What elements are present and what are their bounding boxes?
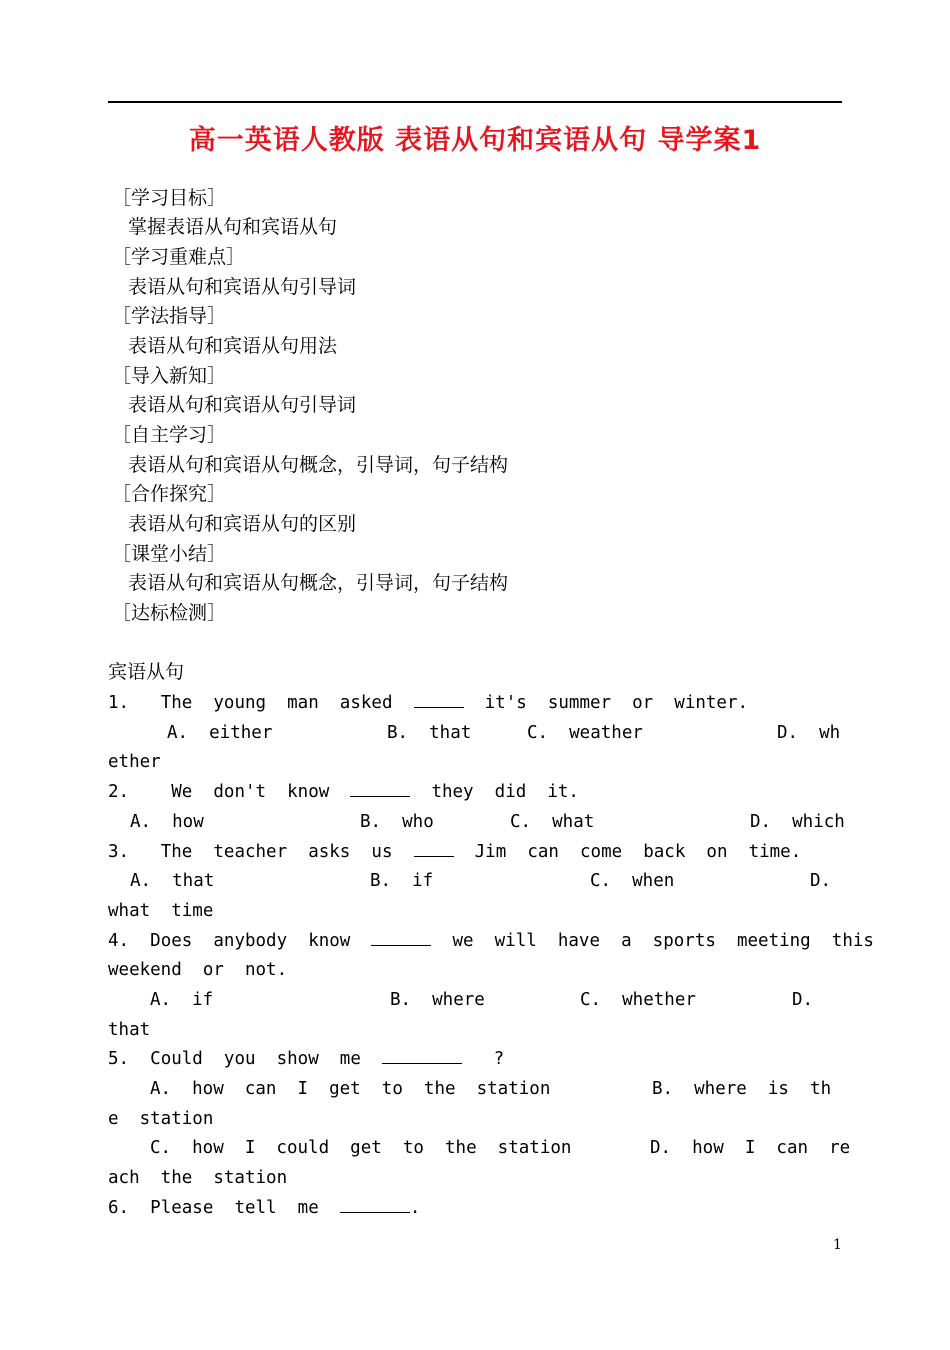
section-heading: ［自主学习］ bbox=[112, 424, 227, 446]
answer-blank[interactable] bbox=[340, 1196, 410, 1213]
option-wrap: that bbox=[108, 1020, 151, 1040]
section-heading: ［学习目标］ bbox=[112, 187, 227, 209]
answer-blank[interactable] bbox=[350, 780, 410, 797]
question-4: 4. Does anybody know we will have a sports meeting this bbox=[108, 931, 874, 951]
option: D. how I can re bbox=[650, 1138, 851, 1158]
option-wrap: what time bbox=[108, 901, 214, 921]
option: C. weather bbox=[527, 723, 643, 743]
section-heading: ［导入新知］ bbox=[112, 365, 227, 387]
option: B. that bbox=[387, 723, 472, 743]
question-5: 5. Could you show me ? bbox=[108, 1049, 505, 1069]
option: B. who bbox=[360, 812, 434, 832]
option: B. where is th bbox=[652, 1079, 832, 1099]
option: C. how I could get to the station bbox=[150, 1138, 572, 1158]
question-3: 3. The teacher asks us Jim can come back on time. bbox=[108, 842, 802, 862]
option: A. if bbox=[150, 990, 214, 1010]
option-wrap: ach the station bbox=[108, 1168, 288, 1188]
page-number: 1 bbox=[833, 1237, 842, 1253]
section-body: 表语从句和宾语从句引导词 bbox=[128, 276, 357, 298]
answer-blank[interactable] bbox=[414, 691, 464, 708]
option: D. bbox=[792, 990, 814, 1010]
header-rule bbox=[108, 101, 842, 103]
section-heading: ［达标检测］ bbox=[112, 602, 227, 624]
option: C. what bbox=[510, 812, 595, 832]
question-1: 1. The young man asked it's summer or winter. bbox=[108, 693, 749, 713]
option: B. where bbox=[390, 990, 485, 1010]
question-continuation: weekend or not. bbox=[108, 960, 288, 980]
option-wrap: e station bbox=[108, 1109, 214, 1129]
section-heading: ［学习重难点］ bbox=[112, 246, 246, 268]
section-body: 表语从句和宾语从句引导词 bbox=[128, 394, 357, 416]
option: C. when bbox=[590, 871, 675, 891]
exercise-heading: 宾语从句 bbox=[108, 661, 185, 683]
answer-blank[interactable] bbox=[371, 929, 431, 946]
option: A. how can I get to the station bbox=[150, 1079, 551, 1099]
section-body: 表语从句和宾语从句概念，引导词，句子结构 bbox=[128, 572, 509, 594]
section-heading: ［学法指导］ bbox=[112, 305, 227, 327]
section-body: 表语从句和宾语从句用法 bbox=[128, 335, 338, 357]
option: D. which bbox=[750, 812, 845, 832]
answer-blank[interactable] bbox=[414, 840, 454, 857]
option: B. if bbox=[370, 871, 434, 891]
option: A. either bbox=[167, 723, 273, 743]
section-body: 掌握表语从句和宾语从句 bbox=[128, 216, 338, 238]
section-body: 表语从句和宾语从句概念，引导词，句子结构 bbox=[128, 454, 509, 476]
option: A. that bbox=[130, 871, 215, 891]
page-title: 高一英语人教版 表语从句和宾语从句 导学案1 bbox=[188, 125, 762, 156]
section-heading: ［课堂小结］ bbox=[112, 543, 227, 565]
question-6: 6. Please tell me . bbox=[108, 1198, 421, 1218]
option: D. wh bbox=[777, 723, 841, 743]
option-wrap: ether bbox=[108, 752, 161, 772]
option: C. whether bbox=[580, 990, 696, 1010]
section-heading: ［合作探究］ bbox=[112, 483, 227, 505]
question-2: 2. We don't know they did it. bbox=[108, 782, 579, 802]
option: A. how bbox=[130, 812, 204, 832]
answer-blank[interactable] bbox=[382, 1047, 462, 1064]
option: D. bbox=[810, 871, 832, 891]
section-body: 表语从句和宾语从句的区别 bbox=[128, 513, 357, 535]
